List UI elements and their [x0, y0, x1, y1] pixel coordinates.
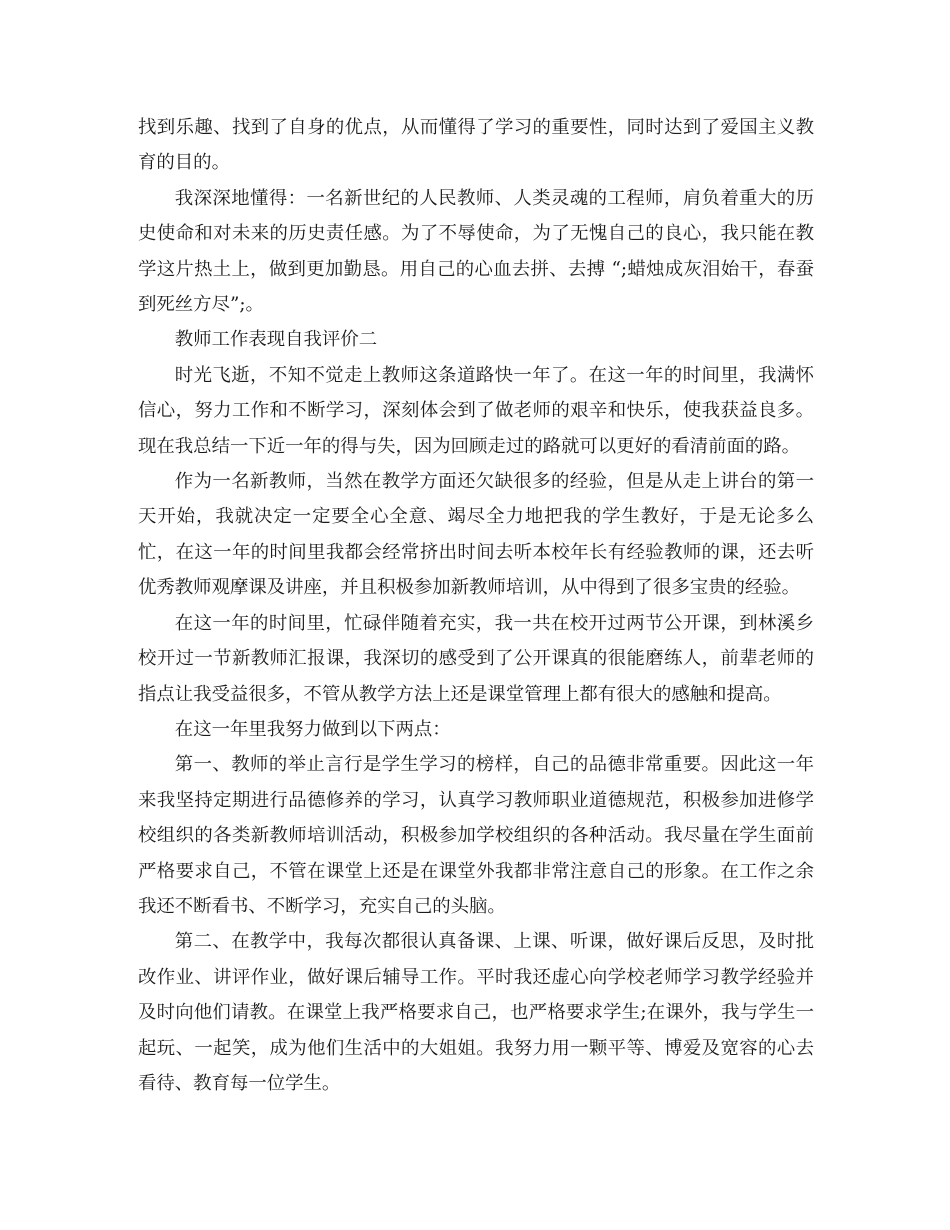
paragraph: 第一、教师的举止言行是学生学习的榜样，自己的品德非常重要。因此这一年来我坚持定期进行品德修养的学习，认真学习教师职业道德规范，积极参加进修学校组织的各类新教师培训活动，积极参加学校组织的各种活动。我尽量在学生面前严格要求自己，不管在课堂上还是在课堂外我都非常注意自己的形象。在工作之余我还不断看书、不断学习，充实自己的头脑。 [138, 754, 814, 917]
paragraph: 第二、在教学中，我每次都很认真备课、上课、听课，做好课后反思，及时批改作业、讲评作业，做好课后辅导工作。平时我还虚心向学校老师学习教学经验并及时向他们请教。在课堂上我严格要求自己，也严格要求学生;在课外，我与学生一起玩、一起笑，成为他们生活中的大姐姐。我努力用一颗平等、博爱及宽容的心去看待、教育每一位学生。 [138, 931, 814, 1094]
paragraph-continuation: 找到乐趣、找到了自身的优点，从而懂得了学习的重要性，同时达到了爱国主义教育的目的。 [138, 117, 814, 174]
section-heading: 教师工作表现自我评价二 [174, 329, 378, 351]
paragraph: 时光飞逝，不知不觉走上教师这条道路快一年了。在这一年的时间里，我满怀信心，努力工作和不断学习，深刻体会到了做老师的艰辛和快乐，使我获益良多。现在我总结一下近一年的得与失，因为回顾走过的路就可以更好的看清前面的路。 [138, 364, 814, 457]
document-body [138, 110, 814, 1101]
paragraph: 我深深地懂得：一名新世纪的人民教师、人类灵魂的工程师，肩负着重大的历史使命和对未来的历史责任感。为了不辱使命，为了无愧自己的良心，我只能在教学这片热土上，做到更加勤恳。用自己的心血去拼、去搏 “;蜡烛成灰泪始干，春蚕到死丝方尽”;。 [138, 187, 814, 316]
paragraph: 在这一年里我努力做到以下两点： [174, 718, 451, 740]
paragraph: 在这一年的时间里，忙碌伴随着充实，我一共在校开过两节公开课，到林溪乡校开过一节新教师汇报课，我深切的感受到了公开课真的很能磨练人，前辈老师的指点让我受益很多，不管从教学方法上还是课堂管理上都有很大的感触和提高。 [138, 612, 814, 705]
paragraph: 作为一名新教师，当然在教学方面还欠缺很多的经验，但是从走上讲台的第一天开始，我就决定一定要全心全意、竭尽全力地把我的学生教好，于是无论多么忙，在这一年的时间里我都会经常挤出时间去听本校年长有经验教师的课，还去听优秀教师观摩课及讲座，并且积极参加新教师培训，从中得到了很多宝贵的经验。 [138, 471, 814, 599]
